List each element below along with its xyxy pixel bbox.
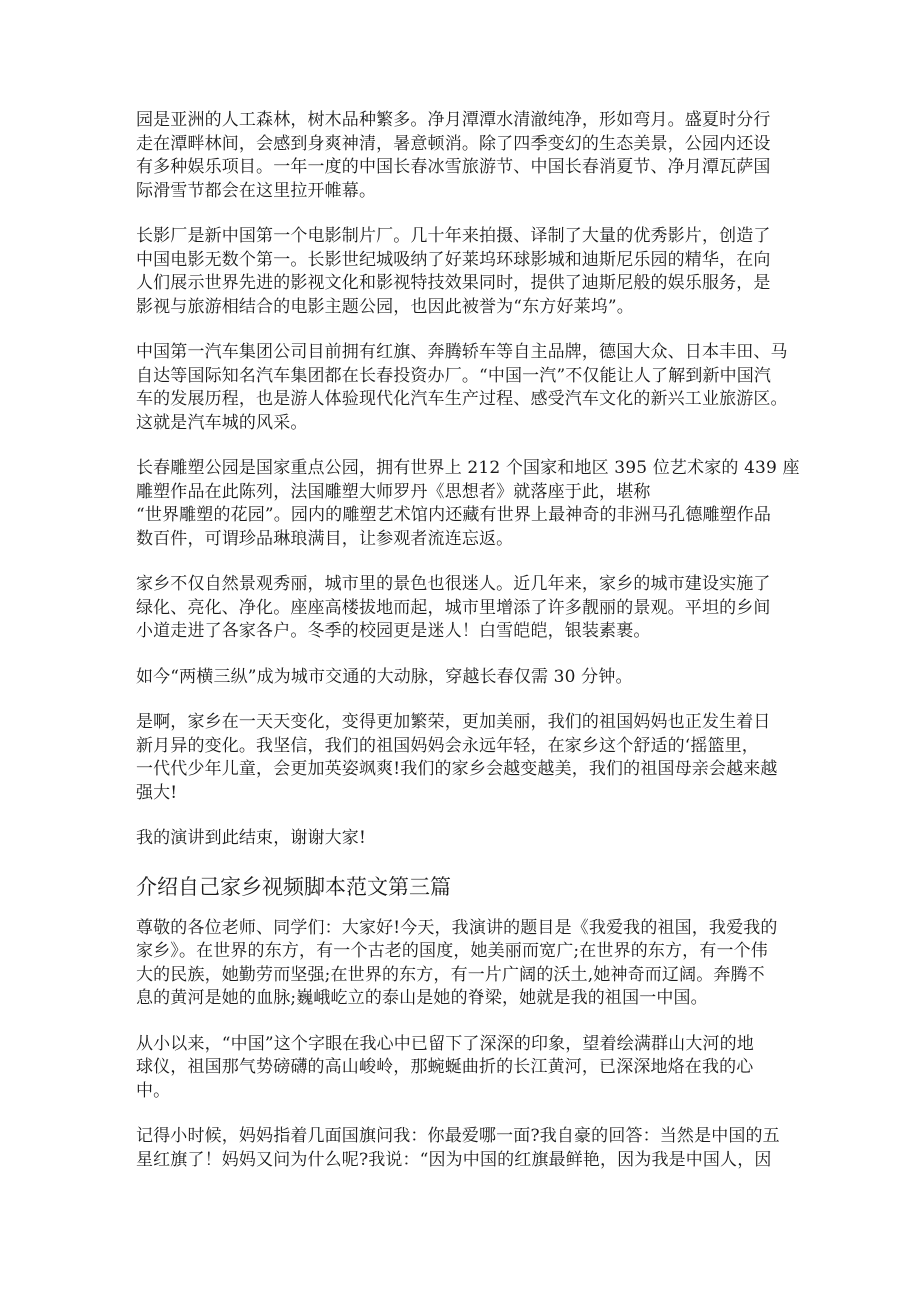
paragraph [136, 225, 796, 319]
paragraph [136, 109, 796, 203]
paragraph-line: 是啊，家乡在一天天变化，变得更加繁荣，更加美丽，我们的祖国妈妈也正发生着日 [136, 712, 771, 732]
paragraph-line: 从小以来，“中国”这个字眼在我心中已留下了深深的印象，望着绘满群山大河的地 [136, 1033, 754, 1054]
paragraph-line: 我的演讲到此结束，谢谢大家! [136, 828, 366, 848]
paragraph-line: 数百件，可谓珍品琳琅满目，让参观者流连忘返。 [136, 528, 514, 549]
paragraph-line: 大的民族，她勤劳而坚强;在世界的东方，有一片广阔的沃土,她神奇而辽阔。奔腾不 [136, 964, 765, 985]
paragraph [136, 341, 796, 435]
paragraph-line: 中国电影无数个第一。长影世纪城吸纳了好莱坞环球影城和迪斯尼乐园的精华，在向 [136, 249, 771, 270]
paragraph-line: 有多种娱乐项目。一年一度的中国长春冰雪旅游节、中国长春消夏节、净月潭瓦萨国 [136, 157, 771, 177]
document-body-after [136, 917, 796, 1173]
paragraph [136, 1033, 796, 1104]
paragraph-line: 家乡不仅自然景观秀丽，城市里的景色也很迷人。近几年来，家乡的城市建设实施了 [136, 574, 771, 594]
paragraph [136, 666, 796, 690]
paragraph-line: 一代代少年儿童，会更加英姿飒爽!我们的家乡会越变越美，我们的祖国母亲会越来越 [136, 759, 778, 779]
paragraph-line: 园是亚洲的人工森林，树木品种繁多。净月潭潭水清澈纯净，形如弯月。盛夏时分行 [136, 110, 771, 130]
paragraph [136, 711, 796, 805]
paragraph [136, 917, 796, 1011]
paragraph-line: 息的黄河是她的血脉;巍峨屹立的泰山是她的脊梁，她就是我的祖国一中国。 [136, 988, 708, 1008]
paragraph-line: 际滑雪节都会在这里拉开帷幕。 [136, 180, 377, 201]
paragraph-line: 如今“两横三纵”成为城市交通的大动脉，穿越长春仅需 30 分钟。 [136, 666, 633, 687]
paragraph [136, 1125, 796, 1172]
paragraph-line: 走在潭畔林间，会感到身爽神清，暑意顿消。除了四季变幻的生态美景，公园内还设 [136, 133, 771, 154]
paragraph-line: 人们展示世界先进的影视文化和影视特技效果同时，提供了迪斯尼般的娱乐服务，是 [136, 273, 771, 293]
document-body-before [136, 109, 800, 851]
paragraph-line: 自达等国际知名汽车集团都在长春投资办厂。“中国一汽”不仅能让人了解到新中国汽 [136, 365, 772, 386]
paragraph-line: 强大! [136, 782, 178, 803]
paragraph-line: 小道走进了各家各户。冬季的校园更是迷人！白雪皑皑，银装素裹。 [136, 621, 651, 641]
paragraph-line: 这就是汽车城的风采。 [136, 412, 308, 433]
paragraph-line: 尊敬的各位老师、同学们：大家好!今天，我演讲的题目是《我爱我的祖国，我爱我的 [136, 917, 778, 938]
paragraph-line: 车的发展历程，也是游人体验现代化汽车生产过程、感受汽车文化的新兴工业旅游区。 [136, 389, 788, 409]
paragraph-line: 新月异的变化。我坚信，我们的祖国妈妈会永远年轻，在家乡这个舒适的‘摇篮里， [136, 735, 759, 756]
paragraph-line: 记得小时候，妈妈指着几面国旗问我：你最爱哪一面?我自豪的回答：当然是中国的五 [136, 1126, 780, 1146]
paragraph-line: “世界雕塑的花园”。园内的雕塑艺术馆内还藏有世界上最神奇的非洲马孔德雕塑作品 [136, 505, 772, 525]
paragraph-line: 家乡》。在世界的东方，有一个古老的国度，她美丽而宽广;在世界的东方，有一个伟 [136, 941, 768, 961]
paragraph-line: 长春雕塑公园是国家重点公园，拥有世界上 212 个国家和地区 395 位艺术家的 439 座 [136, 458, 800, 478]
document-page [136, 109, 800, 1194]
paragraph-line: 影视与旅游相结合的电影主题公园，也因此被誉为“东方好莱坞”。 [136, 296, 634, 317]
section-heading: 介绍自己家乡视频脚本范文第三篇 [136, 874, 451, 899]
paragraph-line: 绿化、亮化、净化。座座高楼拔地而起，城市里增添了许多靓丽的景观。平坦的乡间 [136, 597, 771, 618]
paragraph-line: 雕塑作品在此陈列，法国雕塑大师罗丹《思想者》就落座于此，堪称 [136, 481, 651, 502]
paragraph-line: 长影厂是新中国第一个电影制片厂。几十年来拍摄、译制了大量的优秀影片，创造了 [136, 226, 771, 246]
paragraph-line: 中。 [136, 1080, 171, 1101]
paragraph-line: 星红旗了！妈妈又问为什么呢?我说：“因为中国的红旗最鲜艳，因为我是中国人，因 [136, 1149, 772, 1170]
paragraph [136, 573, 796, 644]
paragraph [136, 457, 800, 551]
paragraph-line: 球仪，祖国那气势磅礴的高山峻岭，那蜿蜒曲折的长江黄河，已深深地烙在我的心 [136, 1057, 754, 1077]
paragraph [136, 827, 796, 851]
paragraph-line: 中国第一汽车集团公司目前拥有红旗、奔腾轿车等自主品牌，德国大众、日本丰田、马 [136, 342, 788, 362]
